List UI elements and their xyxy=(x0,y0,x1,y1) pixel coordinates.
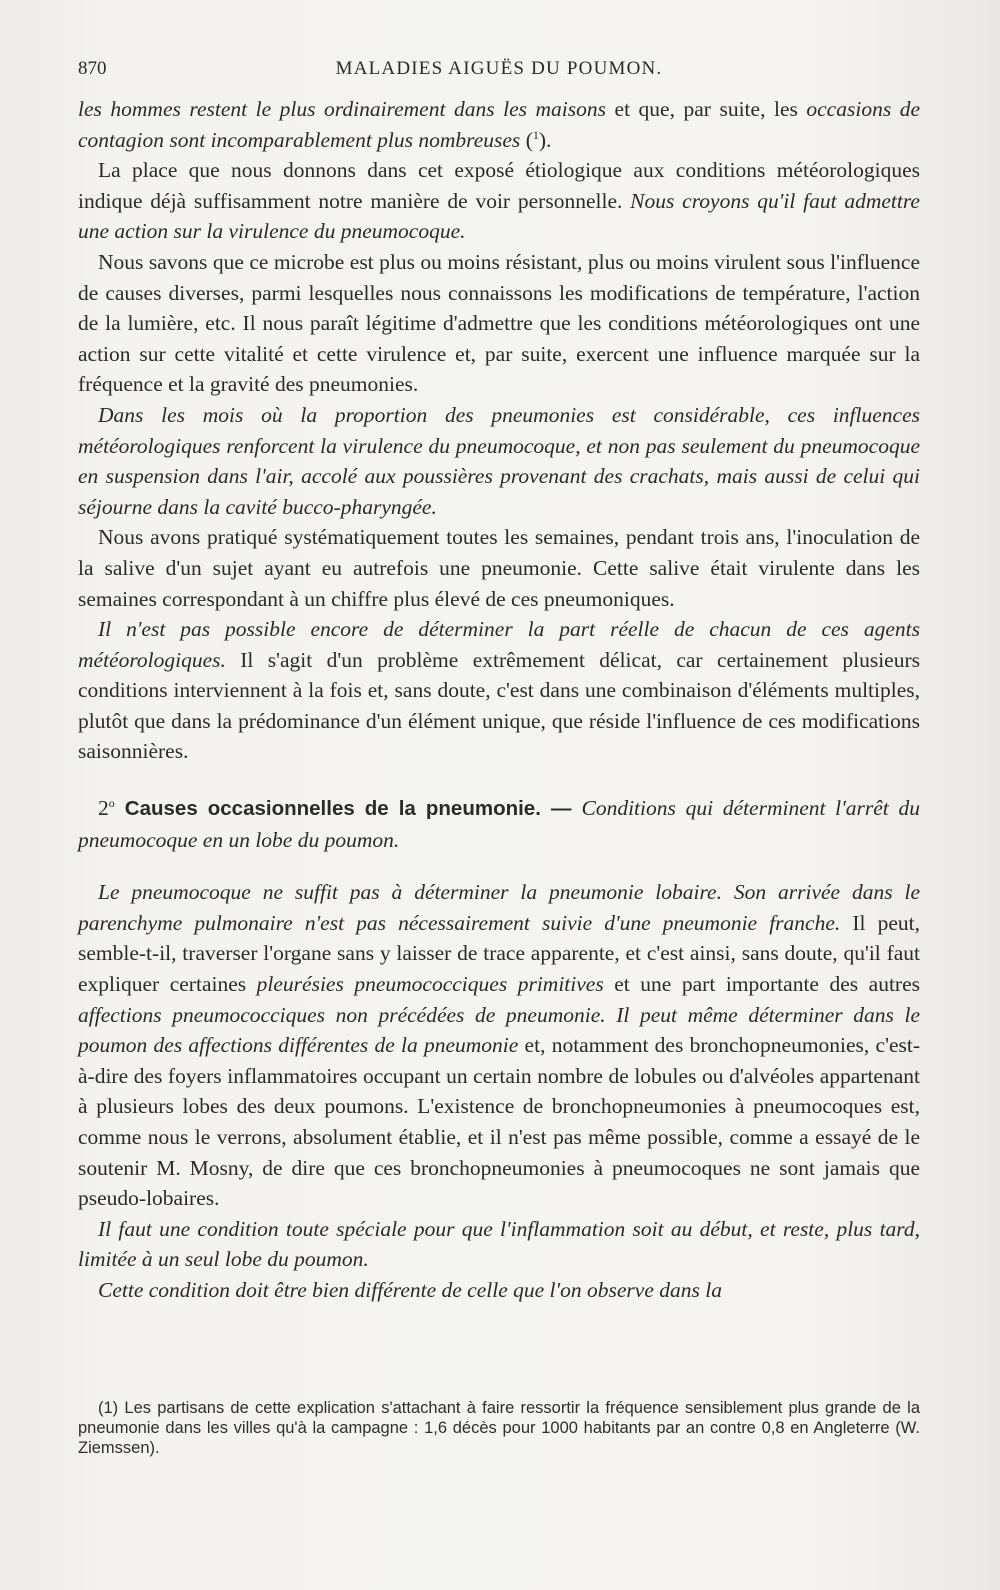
section-heading xyxy=(78,793,920,855)
running-title: MALADIES AIGUËS DU POUMON. xyxy=(335,58,663,79)
paragraph-4 xyxy=(78,400,920,522)
italic-span: Cette condition doit être bien différente de celle que l'on observe dans la xyxy=(98,1277,722,1302)
page-header xyxy=(78,58,920,88)
italic-span: pleurésies pneumococciques primitives xyxy=(256,972,604,997)
text-span: et une part importante des autres xyxy=(603,972,921,997)
paragraph-1 xyxy=(78,94,920,155)
section-degree: o xyxy=(108,795,115,810)
italic-span: Nous croyons qu'il faut admettre une action sur la virulence du pneumocoque. xyxy=(78,188,920,244)
paragraph-7 xyxy=(78,877,920,1214)
italic-span: Il n'est pas possible encore de déterminer la part réelle de chacun de ces agents météorologiques. xyxy=(78,617,920,672)
italic-span: Le pneumocoque ne suffit pas à déterminer la pneumonie lobaire. Son arrivée dans le parenchyme pulmonaire n'est pas nécessairement suivie d'une pneumonie franche. xyxy=(78,880,920,935)
footnote xyxy=(78,1398,920,1458)
footnote-mark: (1) xyxy=(98,1399,119,1417)
paragraph-6 xyxy=(78,614,920,767)
italic-span: Il faut une condition toute spéciale pour que l'inflammation soit au début, et reste, plus tard, limitée à un seul lobe du poumon. xyxy=(78,1216,920,1272)
italic-span: affections pneumococciques non précédées de pneumonie. Il peut même déterminer dans le poumon des affections différentes de la pneumonie xyxy=(78,1002,920,1058)
text-span: et, notamment des bronchopneumonies, c'est-à-dire des foyers inflammatoires occupant un certain nombre de lobules ou d'alvéoles appartenant à plusieurs lobes des deux poumons. L'existence de bronchopneumonies à pneumocoques est, comme nous le verrons, absolument établie, et il n'est pas même possible, comme a essayé de le soutenir M. Mosny, de dire que ces bronchopneumonies à pneumocoques ne sont jamais que pseudo-lobaires. xyxy=(78,1033,920,1211)
italic-span: les hommes restent le plus ordinairement dans les maisons xyxy=(78,97,606,121)
section-subtitle: Conditions qui déterminent l'arrêt du pneumocoque en un lobe du poumon. xyxy=(78,796,920,852)
paragraph-9 xyxy=(78,1275,920,1306)
section-dash: — xyxy=(540,797,582,821)
footnote-text: Les partisans de cette explication s'attachant à faire ressortir la fréquence sensiblement plus grande de la pneumonie dans les villes qu'à la campagne : 1,6 décès pour 1000 habitants par an contre 0,8 en Angleterre (W. Ziemssen). xyxy=(78,1399,920,1457)
footnote-ref-close: ). xyxy=(538,127,552,152)
body-text xyxy=(78,94,920,1306)
text-span: Il s'agit d'un problème extrêmement délicat, car certainement plusieurs conditions interviennent à la fois et, sans doute, c'est dans une combinaison d'éléments multiples, plutôt que dans la prédominance d'un élément unique, que réside l'influence de ces modifications saisonnières. xyxy=(78,647,920,764)
paragraph-3: Nous savons que ce microbe est plus ou moins résistant, plus ou moins virulent sous l'influence de causes diverses, parmi lesquelles nous connaissons les modifications de température, l'action de la lumière, etc. Il nous paraît légitime d'admettre que les conditions météorologiques ont une action sur cette vitalité et cette virulence et, par suite, exercent une influence marquée sur la fréquence et la gravité des pneumonies. xyxy=(78,249,920,397)
footnote-ref-mark: 1 xyxy=(532,127,539,142)
text-span: La place que nous donnons dans cet exposé étiologique aux conditions météorologiques indique déjà suffisamment notre manière de voir personnelle. xyxy=(78,158,920,213)
text-span: Il peut, semble-t-il, traverser l'organe sans y laisser de trace apparente, et c'est ainsi, sans doute, qu'il faut expliquer certaines xyxy=(78,910,920,997)
paragraph-2 xyxy=(78,155,920,247)
italic-span: Dans les mois où la proportion des pneumonies est considérable, ces influences météorologiques renforcent la virulence du pneumocoque, et non pas seulement du pneumocoque en suspension dans l'air, accolé aux poussières provenant des crachats, mais aussi de celui qui séjourne dans la cavité bucco-pharyngée. xyxy=(78,402,920,519)
paragraph-8 xyxy=(78,1214,920,1275)
paragraph-5: Nous avons pratiqué systématiquement toutes les semaines, pendant trois ans, l'inoculation de la salive d'un sujet ayant eu autrefois une pneumonie. Cette salive était virulente dans les semaines correspondant à un chiffre plus élevé de ces pneumoniques. xyxy=(78,525,920,611)
section-title: Causes occasionnelles de la pneumonie. xyxy=(114,797,541,821)
text-span: et que, par suite, les xyxy=(606,97,807,121)
page-number: 870 xyxy=(78,58,107,79)
italic-span: occasions de contagion sont incomparablement plus nombreuses xyxy=(78,97,920,152)
footnote-ref-open: ( xyxy=(520,127,533,152)
section-number: 2 xyxy=(98,796,109,821)
